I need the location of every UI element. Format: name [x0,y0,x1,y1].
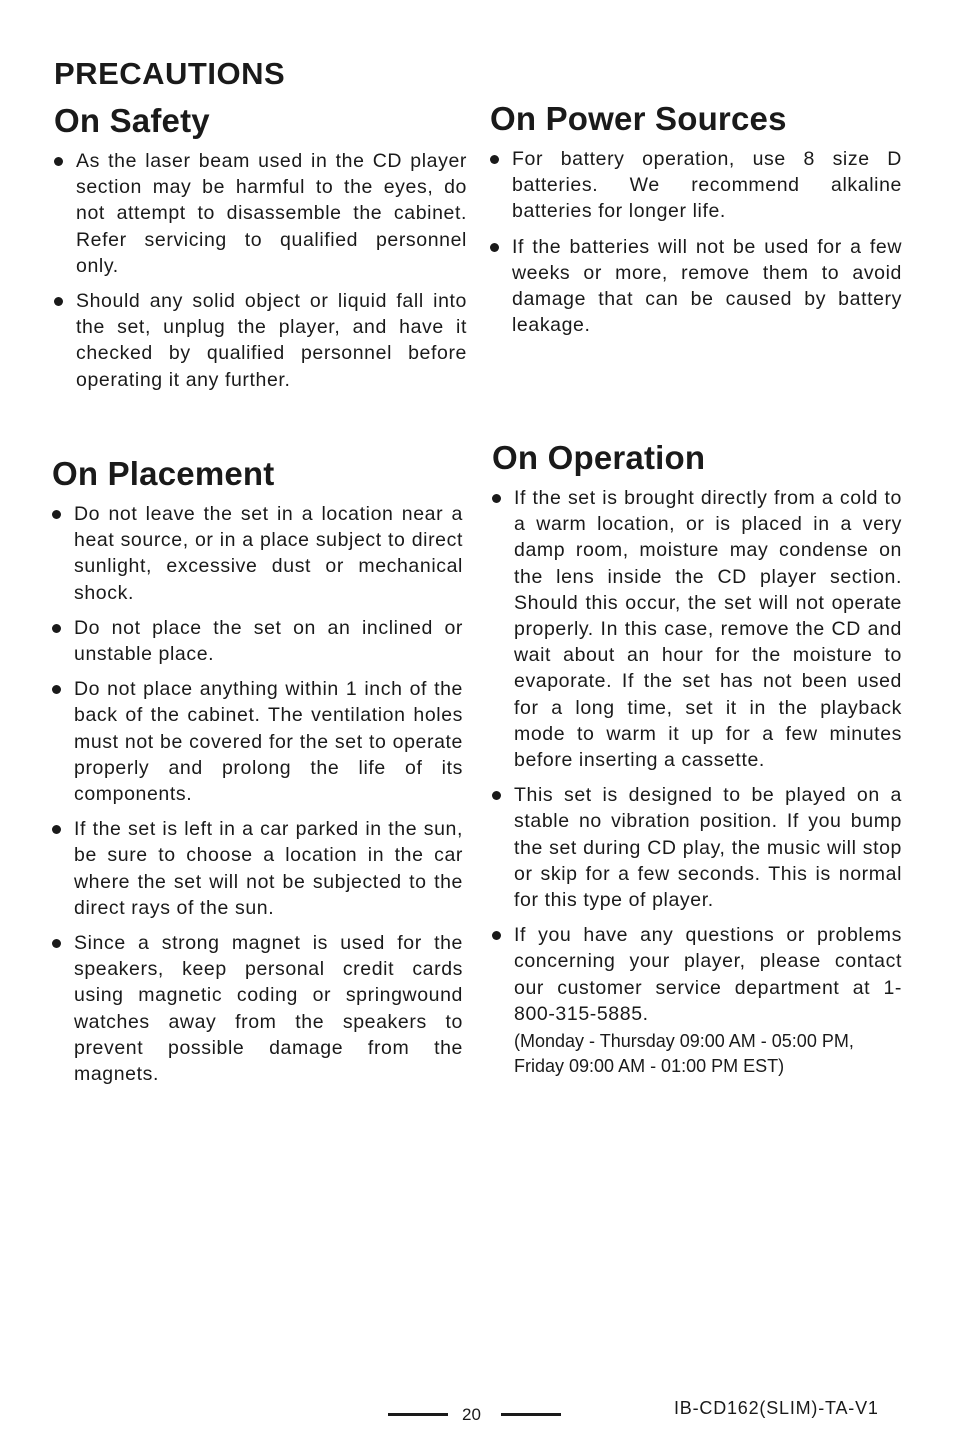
list-item [52,676,463,807]
footer-rule-right [501,1413,561,1416]
bullet-icon [492,931,501,940]
list-item-text: Do not place the set on an inclined or unstable place. [74,616,463,666]
list-item-text: As the laser beam used in the CD player section may be harmful to the eyes, do not attempt to disassemble the cabinet. Refer servicing to qualified personnel only. [76,150,467,277]
bullet-icon [54,157,63,166]
section-on-power-sources [490,100,902,347]
bullet-icon [492,494,501,503]
list-item-text: If the set is brought directly from a cold to a warm location, or is placed in a very damp room, moisture may condense on the lens inside the CD player section. Should this occur, the set will not operate properly. In this case, remove the CD and wait about an hour for the moisture to evaporate. If the set has not been used for a long time, set it in the playback mode to warm it up for a few minutes before inserting a cassette. [514,487,902,772]
section-heading: On Power Sources [490,100,787,137]
bullet-icon [490,155,499,164]
bullet-icon [54,297,63,306]
list-item [492,782,902,913]
list-item-text: If the batteries will not be used for a few weeks or more, remove them to avoid damage that can be caused by battery leakage. [512,235,902,337]
bullet-icon [52,825,61,834]
list-item-text: If the set is left in a car parked in the sun, be sure to choose a location in the car where the set will not be subjected to the direct rays of the sun. [74,818,463,919]
page-number: 20 [462,1405,481,1424]
bullet-icon [490,243,499,252]
bullet-list [490,146,902,338]
list-item [54,148,467,279]
list-item [52,816,463,921]
list-item [52,615,463,667]
list-item-text: For battery operation, use 8 size D batteries. We recommend alkaline batteries for longer life. [512,148,902,223]
bullet-icon [52,510,61,519]
footer-rule-left [388,1413,448,1416]
list-item-text: Do not place anything within 1 inch of the back of the cabinet. The ventilation holes must not be covered for the set to operate properly and prolong the life of its components. [74,678,463,806]
list-item-text: This set is designed to be played on a stable no vibration position. If you bump the set during CD play, the music will stop or skip for a few seconds. This is normal for this type of player. [514,784,902,912]
section-heading: On Placement [52,455,275,492]
list-item [490,234,902,339]
page-title: PRECAUTIONS [54,56,286,91]
customer-service-hours: (Monday - Thursday 09:00 AM - 05:00 PM, Friday 09:00 AM - 01:00 PM EST) [514,1031,854,1076]
list-item [492,922,902,1078]
section-on-placement [52,455,463,1096]
list-item [54,288,467,393]
list-item [52,501,463,606]
list-item-text: Since a strong magnet is used for the speakers, keep personal credit cards using magnetic coding or springwound watches away from the speakers to prevent possible damage from the magnets. [74,932,463,1086]
list-item [492,485,902,773]
list-item-text: If you have any questions or problems concerning your player, please contact our customer service department at 1-800-315-5885. [514,924,902,1025]
document-code: IB-CD162(SLIM)-TA-V1 [674,1398,879,1418]
section-heading: On Safety [54,102,210,139]
bullet-icon [492,791,501,800]
bullet-list [492,485,902,1078]
bullet-list [52,501,463,1087]
bullet-icon [52,939,61,948]
bullet-list [54,148,467,393]
list-item [52,930,463,1087]
bullet-icon [52,624,61,633]
section-on-operation [492,439,902,1087]
bullet-icon [52,685,61,694]
list-item [490,146,902,225]
section-on-safety [54,102,467,402]
list-item-text: Do not leave the set in a location near a heat source, or in a place subject to direct sunlight, excessive dust or mechanical shock. [74,503,463,604]
list-item-text: Should any solid object or liquid fall into the set, unplug the player, and have it checked by qualified personnel before operating it any further. [76,290,467,391]
section-heading: On Operation [492,439,706,476]
